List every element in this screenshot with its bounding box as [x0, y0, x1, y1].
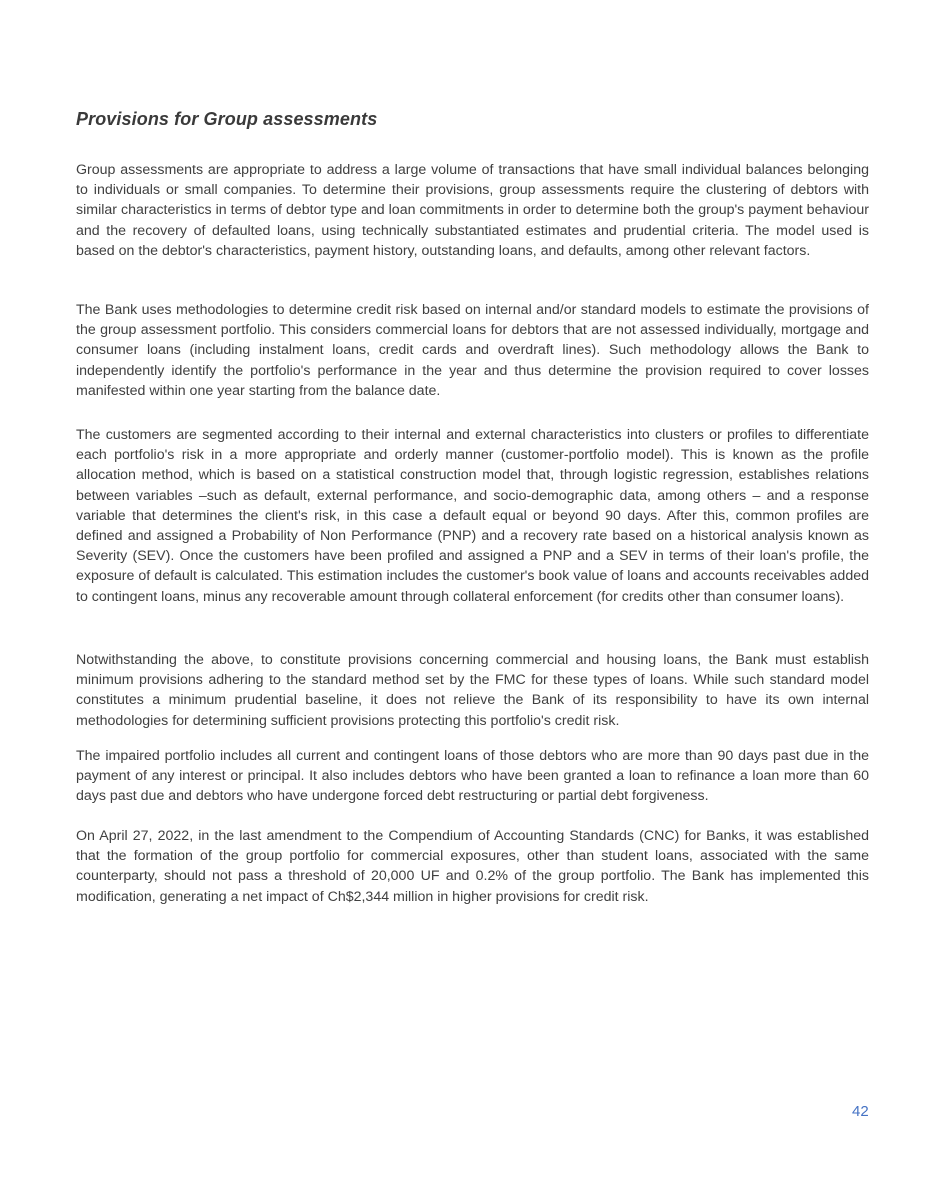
paragraph-cnc-amendment: On April 27, 2022, in the last amendment to the Compendium of Accounting Standards (CNC) for Banks, it was established that the formation of the group portfolio for commercial exposures, other than student loans, associated with the same counterparty, should not pass a threshold of 20,000 UF and 0.2% of the group portfolio. The Bank has implemented this modification, generating a net impact of Ch$2,344 million in higher provisions for credit risk.: [76, 828, 869, 905]
paragraph-group-assessments-intro: Group assessments are appropriate to address a large volume of transactions that have small individual balances belonging to individuals or small companies. To determine their provisions, group assessments require the clustering of debtors with similar characteristics in terms of debtor type and loan commitments in order to determine both the group's payment behaviour and the recovery of defaulted loans, using technically substantiated estimates and prudential criteria. The model used is based on the debtor's characteristics, payment history, outstanding loans, and defaults, among other relevant factors.: [76, 162, 869, 259]
paragraph-credit-risk-methodologies: The Bank uses methodologies to determine credit risk based on internal and/or standard models to estimate the provisions of the group assessment portfolio. This considers commercial loans for debtors that are not assessed individually, mortgage and consumer loans (including instalment loans, credit cards and overdraft lines). Such methodology allows the Bank to independently identify the portfolio's performance in the year and thus determine the provision required to cover losses manifested within one year starting from the balance date.: [76, 302, 869, 399]
paragraph-impaired-portfolio: The impaired portfolio includes all current and contingent loans of those debtors who are more than 90 days past due in the payment of any interest or principal. It also includes debtors who have been granted a loan to refinance a loan more than 60 days past due and debtors who have undergone forced debt restructuring or partial debt forgiveness.: [76, 748, 869, 805]
section-title: Provisions for Group assessments: [76, 109, 378, 129]
paragraph-customer-segmentation: The customers are segmented according to their internal and external characteristics into clusters or profiles to differentiate each portfolio's risk in a more appropriate and orderly manner (customer-portfolio model). This is known as the profile allocation method, which is based on a statistical construction model that, through logistic regression, establishes relations between variables –such as default, external performance, and socio-demographic data, among others – and a response variable that determines the client's risk, in this case a default equal or beyond 90 days. After this, common profiles are defined and assigned a Probability of Non Performance (PNP) and a recovery rate based on a historical analysis known as Severity (SEV). Once the customers have been profiled and assigned a PNP and a SEV in terms of their loan's profile, the exposure of default is calculated. This estimation includes the customer's book value of loans and accounts receivables added to contingent loans, minus any recoverable amount through collateral enforcement (for credits other than consumer loans).: [76, 427, 869, 605]
page-number: 42: [852, 1103, 869, 1120]
paragraph-minimum-provisions: Notwithstanding the above, to constitute provisions concerning commercial and housing loans, the Bank must establish minimum provisions adhering to the standard method set by the FMC for these types of loans. While such standard model constitutes a minimum prudential baseline, it does not relieve the Bank of its responsibility to have its own internal methodologies for determining sufficient provisions protecting this portfolio's credit risk.: [76, 652, 869, 729]
